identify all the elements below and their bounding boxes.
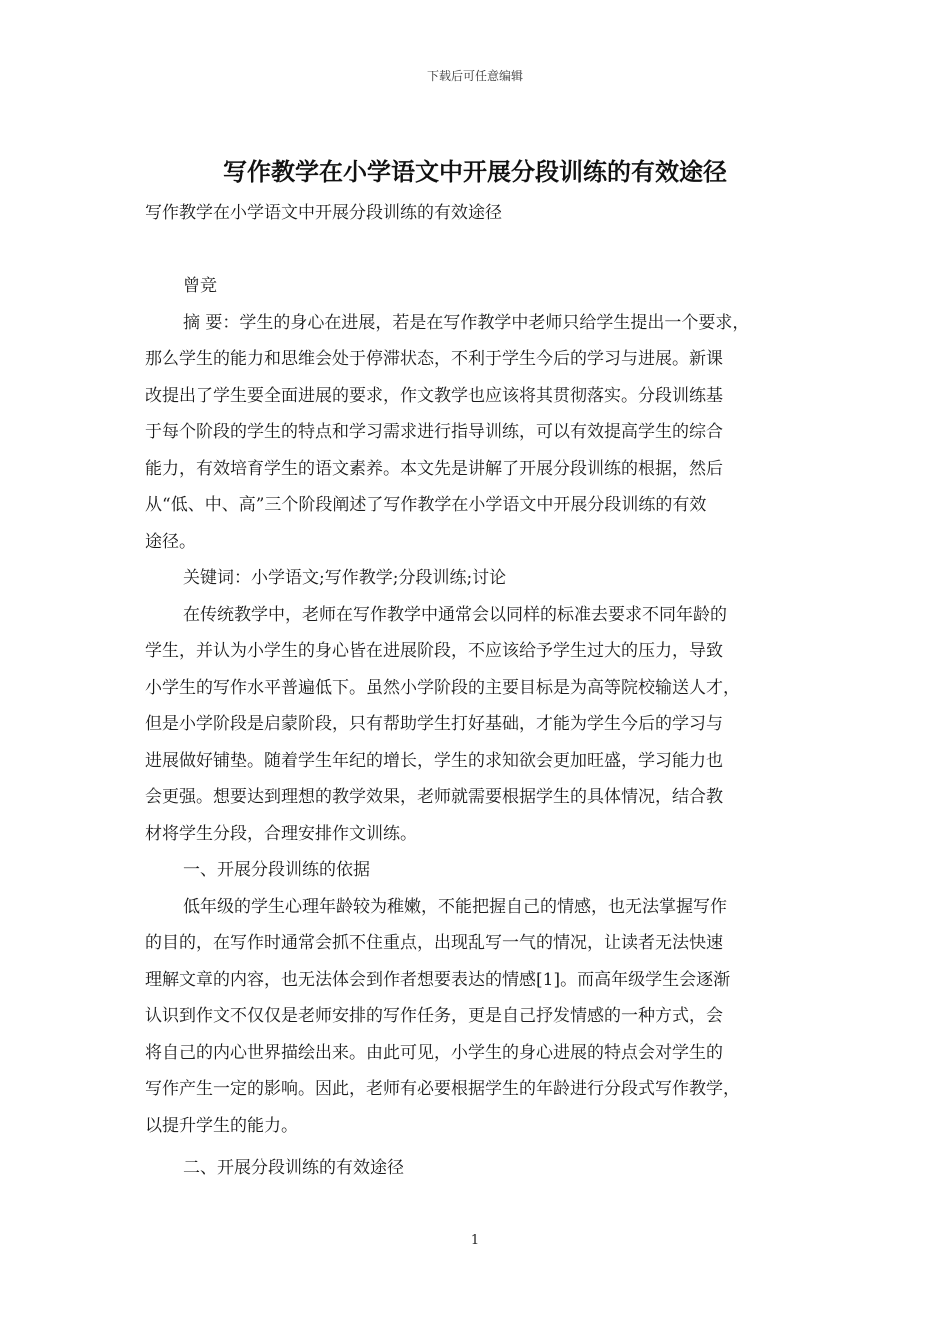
section-heading-1: 一、开展分段训练的依据 bbox=[183, 860, 370, 880]
paragraph-line: 材将学生分段，合理安排作文训练。 bbox=[145, 823, 417, 844]
abstract-line: 从“低、中、高”三个阶段阐述了写作教学在小学语文中开展分段训练的有效 bbox=[145, 495, 707, 515]
document-title: 写作教学在小学语文中开展分段训练的有效途径 bbox=[223, 158, 727, 186]
paragraph-line: 的目的，在写作时通常会抓不住重点，出现乱写一气的情况，让读者无法快速 bbox=[145, 933, 723, 953]
intro-paragraph bbox=[145, 597, 810, 853]
page-number: 1 bbox=[470, 1233, 480, 1248]
paragraph-line: 小学生的写作水平普遍低下。虽然小学阶段的主要目标是为高等院校输送人才， bbox=[145, 677, 740, 698]
abstract-line: 能力，有效培育学生的语文素养。本文先是讲解了开展分段训练的根据，然后 bbox=[145, 458, 723, 479]
paragraph-line: 理解文章的内容，也无法体会到作者想要表达的情感[1]。而高年级学生会逐渐 bbox=[145, 969, 731, 990]
paragraph-line: 认识到作文不仅仅是老师安排的写作任务，更是自己抒发情感的一种方式，会 bbox=[145, 1006, 723, 1026]
abstract-line: 途径。 bbox=[145, 531, 196, 552]
paragraph-line: 会更强。想要达到理想的教学效果，老师就需要根据学生的具体情况，结合教 bbox=[145, 787, 723, 807]
paragraph-line: 以提升学生的能力。 bbox=[145, 1115, 298, 1136]
abstract-line: 改提出了学生要全面进展的要求，作文教学也应该将其贯彻落实。分段训练基 bbox=[145, 385, 723, 406]
header-note: 下载后可任意编辑 bbox=[426, 69, 523, 83]
paragraph-line: 低年级的学生心理年龄较为稚嫩，不能把握自己的情感，也无法掌握写作 bbox=[183, 896, 727, 917]
section-1-paragraph bbox=[145, 889, 810, 1145]
abstract-line: 那么学生的能力和思维会处于停滞状态，不利于学生今后的学习与进展。新课 bbox=[145, 349, 723, 369]
document-subtitle: 写作教学在小学语文中开展分段训练的有效途径 bbox=[145, 203, 502, 223]
paragraph-line: 写作产生一定的影响。因此，老师有必要根据学生的年龄进行分段式写作教学， bbox=[145, 1079, 740, 1099]
blank-line bbox=[145, 232, 810, 269]
paragraph-line: 但是小学阶段是启蒙阶段，只有帮助学生打好基础，才能为学生今后的学习与 bbox=[145, 714, 723, 734]
paragraph-line: 学生，并认为小学生的身心皆在进展阶段，不应该给予学生过大的压力，导致 bbox=[145, 641, 723, 661]
abstract-paragraph bbox=[145, 305, 810, 561]
paragraph-line: 进展做好铺垫。随着学生年纪的增长，学生的求知欲会更加旺盛，学习能力也 bbox=[145, 750, 723, 771]
document-body bbox=[145, 195, 810, 1187]
keywords-line: 关键词：小学语文;写作教学;分段训练;讨论 bbox=[183, 568, 507, 588]
paragraph-line: 将自己的内心世界描绘出来。由此可见，小学生的身心进展的特点会对学生的 bbox=[145, 1042, 723, 1063]
abstract-line: 摘 要：学生的身心在进展，若是在写作教学中老师只给学生提出一个要求， bbox=[183, 312, 750, 333]
author-name: 曾竞 bbox=[183, 276, 217, 296]
abstract-line: 于每个阶段的学生的特点和学习需求进行指导训练，可以有效提高学生的综合 bbox=[145, 422, 723, 442]
paragraph-line: 在传统教学中，老师在写作教学中通常会以同样的标准去要求不同年龄的 bbox=[183, 604, 727, 625]
section-heading-2: 二、开展分段训练的有效途径 bbox=[183, 1158, 404, 1178]
